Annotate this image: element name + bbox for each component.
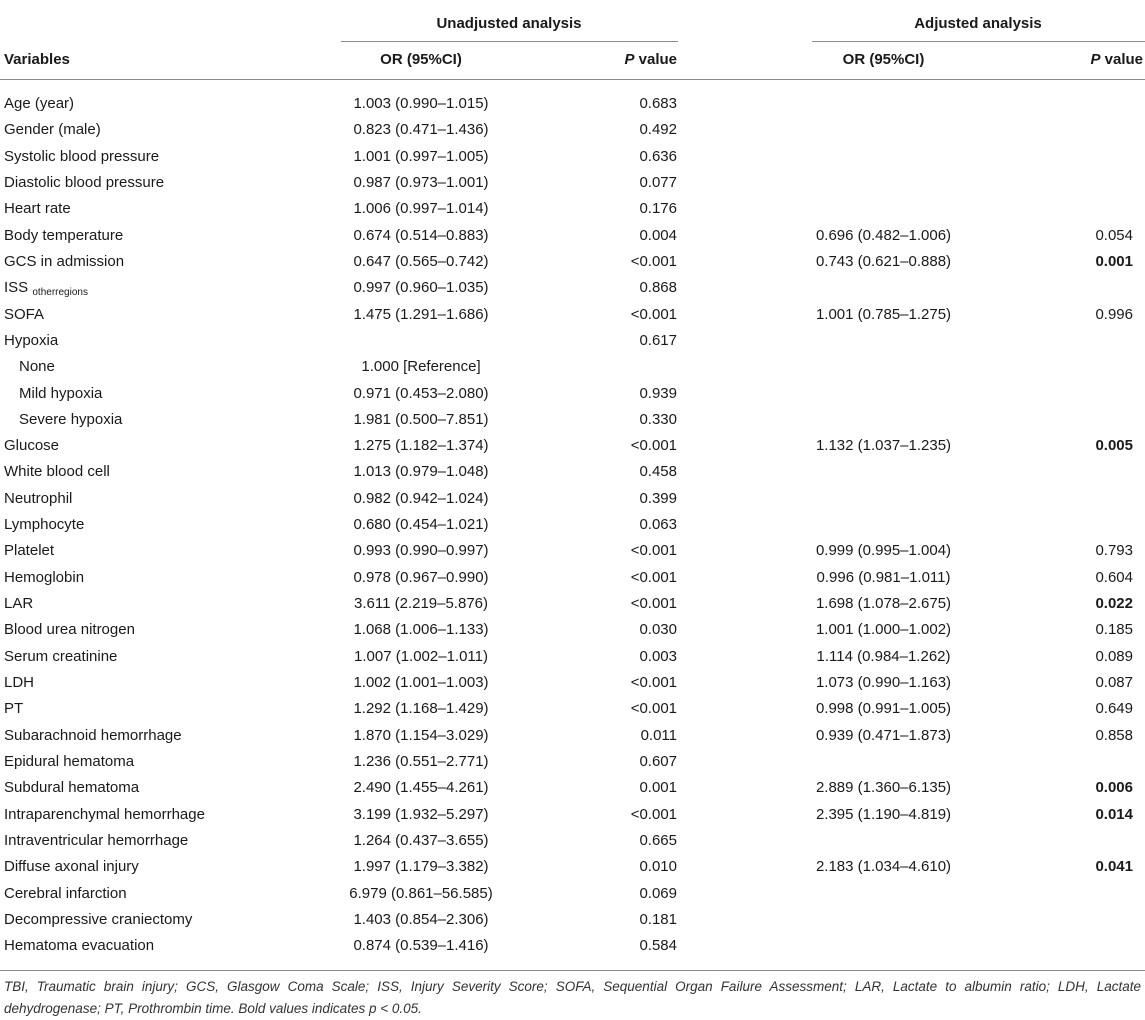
unadjusted-p-cell: <0.001 bbox=[630, 252, 677, 270]
unadjusted-p-cell: <0.001 bbox=[630, 305, 677, 323]
variable-name: Lymphocyte bbox=[4, 516, 85, 534]
variable-name: PT bbox=[4, 700, 24, 718]
table-row bbox=[0, 117, 1145, 143]
adjusted-or-cell: 1.073 (0.990–1.163) bbox=[815, 674, 952, 692]
unadjusted-p-column-header bbox=[624, 51, 677, 69]
table-row bbox=[0, 302, 1145, 328]
unadjusted-or-cell: 0.874 (0.539–1.416) bbox=[353, 937, 489, 955]
unadjusted-or-cell: 6.979 (0.861–56.585) bbox=[349, 884, 493, 902]
table-row bbox=[0, 512, 1145, 538]
variable-cell bbox=[19, 407, 122, 433]
unadjusted-or-cell: 0.823 (0.471–1.436) bbox=[353, 121, 489, 139]
unadjusted-p-cell: 0.617 bbox=[639, 331, 677, 349]
unadjusted-or-cell: 1.275 (1.182–1.374) bbox=[353, 437, 489, 455]
unadjusted-p-cell: 0.492 bbox=[639, 121, 677, 139]
adjusted-or-cell: 1.698 (1.078–2.675) bbox=[815, 595, 952, 613]
variable-cell bbox=[4, 223, 123, 249]
table-row bbox=[0, 407, 1145, 433]
table-row bbox=[0, 538, 1145, 564]
unadjusted-p-cell: <0.001 bbox=[630, 568, 677, 586]
unadjusted-or-cell: 1.007 (1.002–1.011) bbox=[354, 647, 488, 665]
variable-name: Gender (male) bbox=[4, 121, 101, 139]
unadjusted-or-cell: 1.403 (0.854–2.306) bbox=[353, 910, 489, 928]
adjusted-or-cell: 2.183 (1.034–4.610) bbox=[815, 858, 952, 876]
variable-name: Glucose bbox=[4, 437, 60, 455]
table-row bbox=[0, 565, 1145, 591]
unadjusted-or-cell: 0.674 (0.514–0.883) bbox=[353, 226, 489, 244]
unadjusted-p-cell: 0.063 bbox=[639, 516, 677, 534]
unadjusted-or-cell: 1.475 (1.291–1.686) bbox=[353, 305, 489, 323]
adjusted-p-cell: 0.185 bbox=[1095, 621, 1133, 639]
variable-cell bbox=[4, 617, 135, 643]
table-row bbox=[0, 644, 1145, 670]
unadjusted-or-cell: 0.987 (0.973–1.001) bbox=[353, 173, 489, 191]
variable-name: Neutrophil bbox=[4, 489, 73, 507]
adjusted-p-cell: 0.858 bbox=[1095, 726, 1133, 744]
unadjusted-group-header: Unadjusted analysis bbox=[436, 15, 582, 32]
variable-name: Subarachnoid hemorrhage bbox=[4, 726, 182, 744]
table-row bbox=[0, 749, 1145, 775]
variable-name: GCS in admission bbox=[4, 252, 125, 270]
adjusted-or-cell: 2.889 (1.360–6.135) bbox=[815, 779, 952, 797]
unadjusted-p-cell: <0.001 bbox=[630, 595, 677, 613]
table-row bbox=[0, 591, 1145, 617]
unadjusted-or-cell: 1.236 (0.551–2.771) bbox=[353, 753, 489, 770]
unadjusted-p-cell: 0.011 bbox=[640, 726, 677, 744]
unadjusted-or-cell: 1.006 (0.997–1.014) bbox=[353, 200, 489, 218]
table-row bbox=[0, 617, 1145, 643]
adjusted-or-cell: 1.132 (1.037–1.235) bbox=[815, 437, 952, 455]
adjusted-p-cell: 0.014 bbox=[1095, 805, 1133, 823]
variable-cell bbox=[4, 591, 33, 617]
adjusted-p-cell: 0.006 bbox=[1095, 779, 1133, 797]
adjusted-or-cell: 0.939 (0.471–1.873) bbox=[815, 726, 952, 744]
unadjusted-p-cell: 0.868 bbox=[639, 279, 677, 297]
variable-name: Age (year) bbox=[4, 95, 75, 112]
table-row bbox=[0, 249, 1145, 275]
variable-cell bbox=[4, 486, 72, 512]
unadjusted-group-rule bbox=[341, 41, 678, 42]
unadjusted-or-cell: 1.068 (1.006–1.133) bbox=[353, 621, 489, 639]
adjusted-or-cell: 1.001 (1.000–1.002) bbox=[815, 621, 952, 639]
variable-name: Hemoglobin bbox=[4, 568, 85, 586]
variable-name: Systolic blood pressure bbox=[4, 147, 160, 165]
variable-cell bbox=[4, 828, 188, 854]
variable-name: White blood cell bbox=[4, 463, 110, 481]
adjusted-p-cell: 0.649 bbox=[1095, 700, 1133, 718]
adjusted-group-header: Adjusted analysis bbox=[914, 15, 1042, 32]
adjusted-p-cell: 0.996 bbox=[1095, 305, 1133, 323]
variable-cell bbox=[4, 91, 74, 117]
variable-name: Hematoma evacuation bbox=[4, 937, 155, 955]
variable-name: Cerebral infarction bbox=[4, 884, 127, 902]
table-row bbox=[0, 196, 1145, 222]
variable-name: Heart rate bbox=[4, 200, 71, 218]
table-row bbox=[0, 223, 1145, 249]
variable-cell bbox=[4, 723, 182, 749]
unadjusted-or-cell: 3.199 (1.932–5.297) bbox=[353, 805, 489, 823]
variable-cell bbox=[4, 802, 205, 828]
unadjusted-or-cell: 1.000 [Reference] bbox=[361, 358, 481, 376]
table-row bbox=[0, 723, 1145, 749]
adjusted-or-cell: 1.114 (0.984–1.262) bbox=[816, 647, 951, 665]
variable-cell bbox=[4, 459, 110, 485]
unadjusted-p-cell: 0.176 bbox=[639, 200, 677, 218]
variable-cell bbox=[19, 354, 55, 380]
variable-cell bbox=[4, 696, 23, 722]
unadjusted-or-cell: 1.013 (0.979–1.048) bbox=[353, 463, 489, 481]
unadjusted-or-cell: 0.647 (0.565–0.742) bbox=[353, 252, 489, 270]
variable-cell bbox=[4, 196, 71, 222]
variable-name: Mild hypoxia bbox=[19, 384, 103, 402]
unadjusted-or-cell: 1.002 (1.001–1.003) bbox=[353, 674, 489, 692]
variable-name: None bbox=[19, 358, 55, 376]
table-row bbox=[0, 354, 1145, 380]
table-row bbox=[0, 459, 1145, 485]
variable-cell bbox=[4, 565, 84, 591]
table-row bbox=[0, 696, 1145, 722]
variable-cell bbox=[4, 302, 44, 328]
variable-name: LDH bbox=[4, 674, 35, 692]
table-row bbox=[0, 328, 1145, 354]
adjusted-or-cell: 0.743 (0.621–0.888) bbox=[815, 252, 952, 270]
adjusted-or-cell: 0.996 (0.981–1.011) bbox=[816, 568, 951, 586]
unadjusted-or-cell: 3.611 (2.219–5.876) bbox=[354, 595, 488, 613]
unadjusted-p-cell: 0.636 bbox=[639, 147, 677, 165]
unadjusted-p-cell: 0.004 bbox=[639, 226, 677, 244]
table-row bbox=[0, 775, 1145, 801]
unadjusted-or-cell: 0.982 (0.942–1.024) bbox=[353, 489, 489, 507]
unadjusted-p-cell: 0.030 bbox=[639, 621, 677, 639]
unadjusted-or-cell: 0.997 (0.960–1.035) bbox=[353, 279, 489, 297]
variable-name: Body temperature bbox=[4, 226, 124, 244]
variable-cell bbox=[4, 117, 101, 143]
unadjusted-p-cell: 0.683 bbox=[639, 95, 677, 112]
variable-cell bbox=[4, 644, 117, 670]
unadjusted-p-cell: 0.399 bbox=[639, 489, 677, 507]
variable-cell bbox=[4, 512, 84, 538]
variable-name: Decompressive craniectomy bbox=[4, 910, 193, 928]
variable-cell bbox=[4, 670, 34, 696]
unadjusted-p-cell: 0.077 bbox=[639, 173, 677, 191]
variable-subscript: otherregions bbox=[32, 287, 88, 299]
header-rule bbox=[0, 79, 1145, 80]
unadjusted-p-cell: <0.001 bbox=[630, 437, 677, 455]
variable-cell bbox=[4, 538, 54, 564]
variable-name: Intraventricular hemorrhage bbox=[4, 831, 189, 849]
variable-name: Severe hypoxia bbox=[19, 410, 123, 428]
variable-name: Epidural hematoma bbox=[4, 753, 135, 770]
table-row bbox=[0, 91, 1145, 117]
variable-cell bbox=[4, 328, 58, 354]
adjusted-or-column-header: OR (95%CI) bbox=[842, 51, 925, 68]
variable-name: Hypoxia bbox=[4, 331, 59, 349]
adjusted-p-cell: 0.793 bbox=[1095, 542, 1133, 560]
table-row bbox=[0, 433, 1145, 459]
adjusted-or-cell: 0.696 (0.482–1.006) bbox=[815, 226, 952, 244]
unadjusted-p-cell: <0.001 bbox=[630, 542, 677, 560]
variable-cell bbox=[4, 170, 164, 196]
variable-name: Subdural hematoma bbox=[4, 779, 140, 797]
table-row bbox=[0, 670, 1145, 696]
unadjusted-or-cell: 2.490 (1.455–4.261) bbox=[353, 779, 489, 797]
unadjusted-or-cell: 0.993 (0.990–0.997) bbox=[353, 542, 489, 560]
adjusted-p-cell: 0.054 bbox=[1095, 226, 1133, 244]
variable-name: Intraparenchymal hemorrhage bbox=[4, 805, 205, 823]
variable-name: Blood urea nitrogen bbox=[4, 621, 135, 639]
unadjusted-p-cell: 0.458 bbox=[639, 463, 677, 481]
variable-cell bbox=[4, 881, 127, 907]
table-row bbox=[0, 907, 1145, 933]
table-row bbox=[0, 881, 1145, 907]
variable-cell bbox=[4, 249, 124, 275]
table-row bbox=[0, 144, 1145, 170]
unadjusted-p-cell: 0.330 bbox=[639, 410, 677, 428]
variable-name: Diffuse axonal injury bbox=[4, 858, 139, 876]
unadjusted-or-cell: 1.003 (0.990–1.015) bbox=[353, 95, 489, 112]
table-row bbox=[0, 933, 1145, 959]
adjusted-or-cell: 1.001 (0.785–1.275) bbox=[815, 305, 952, 323]
unadjusted-or-cell: 1.981 (0.500–7.851) bbox=[353, 410, 489, 428]
unadjusted-p-cell: 0.001 bbox=[639, 779, 677, 797]
adjusted-p-cell: 0.022 bbox=[1095, 595, 1133, 613]
table-row bbox=[0, 828, 1145, 854]
variable-cell bbox=[4, 775, 139, 801]
adjusted-p-cell: 0.604 bbox=[1095, 568, 1133, 586]
adjusted-p-cell: 0.041 bbox=[1095, 858, 1133, 876]
adjusted-or-cell: 0.998 (0.991–1.005) bbox=[815, 700, 952, 718]
variable-cell bbox=[4, 907, 192, 933]
table-footnote: TBI, Traumatic brain injury; GCS, Glasgow Coma Scale; ISS, Injury Severity Score; SOFA, Sequential Organ Failure Assessment; LAR, Lactate to albumin ratio; LDH, Lactate dehydrogenase; PT, Prothrombin time. Bold values indicates p < 0.05. bbox=[4, 979, 1141, 1016]
adjusted-p-cell: 0.087 bbox=[1095, 674, 1133, 692]
unadjusted-p-cell: 0.939 bbox=[639, 384, 677, 402]
adjusted-or-cell: 2.395 (1.190–4.819) bbox=[815, 805, 952, 823]
unadjusted-or-cell: 1.292 (1.168–1.429) bbox=[353, 700, 489, 718]
unadjusted-or-cell: 1.870 (1.154–3.029) bbox=[353, 726, 489, 744]
adjusted-or-cell: 0.999 (0.995–1.004) bbox=[815, 542, 952, 560]
variable-name: ISS bbox=[4, 279, 33, 297]
variables-column-header: Variables bbox=[4, 51, 70, 68]
variable-cell bbox=[4, 433, 59, 459]
unadjusted-or-cell: 0.680 (0.454–1.021) bbox=[353, 516, 489, 534]
variable-name: Serum creatinine bbox=[4, 647, 118, 665]
table-row bbox=[0, 854, 1145, 880]
unadjusted-or-cell: 1.001 (0.997–1.005) bbox=[353, 147, 489, 165]
table-row bbox=[0, 170, 1145, 196]
unadjusted-p-cell: <0.001 bbox=[630, 674, 677, 692]
unadjusted-p-cell: 0.665 bbox=[639, 831, 677, 849]
unadjusted-p-cell: <0.001 bbox=[630, 700, 677, 718]
variable-cell bbox=[4, 144, 159, 170]
unadjusted-p-cell: 0.069 bbox=[639, 884, 677, 902]
unadjusted-or-column-header: OR (95%CI) bbox=[380, 51, 462, 68]
p-value-label: value bbox=[1100, 51, 1143, 68]
variable-cell bbox=[4, 749, 134, 775]
footer-rule bbox=[0, 970, 1145, 971]
variable-name: SOFA bbox=[4, 305, 45, 323]
unadjusted-or-cell: 0.978 (0.967–0.990) bbox=[353, 568, 489, 586]
variable-cell bbox=[4, 854, 139, 880]
adjusted-p-column-header bbox=[1090, 51, 1143, 69]
adjusted-group-rule bbox=[812, 41, 1145, 42]
unadjusted-p-cell: 0.181 bbox=[639, 910, 677, 928]
variable-cell bbox=[4, 933, 154, 959]
unadjusted-p-cell: 0.584 bbox=[639, 937, 677, 955]
variable-name: Platelet bbox=[4, 542, 55, 560]
unadjusted-or-cell: 0.971 (0.453–2.080) bbox=[353, 384, 489, 402]
unadjusted-p-cell: <0.001 bbox=[630, 805, 677, 823]
table-row bbox=[0, 486, 1145, 512]
unadjusted-p-cell: 0.003 bbox=[639, 647, 677, 665]
unadjusted-or-cell: 1.264 (0.437–3.655) bbox=[353, 831, 489, 849]
unadjusted-p-cell: 0.010 bbox=[639, 858, 677, 876]
adjusted-p-cell: 0.005 bbox=[1095, 437, 1133, 455]
variable-cell bbox=[19, 381, 102, 407]
variable-name: LAR bbox=[4, 595, 34, 613]
unadjusted-p-cell: 0.607 bbox=[639, 753, 677, 770]
adjusted-p-cell: 0.001 bbox=[1095, 252, 1133, 270]
adjusted-p-cell: 0.089 bbox=[1095, 647, 1133, 665]
p-italic: P bbox=[1090, 51, 1101, 68]
p-italic: P bbox=[624, 51, 635, 68]
table-row bbox=[0, 381, 1145, 407]
p-value-label: value bbox=[634, 51, 677, 68]
table-row bbox=[0, 275, 1145, 301]
table-row bbox=[0, 802, 1145, 828]
variable-name: Diastolic blood pressure bbox=[4, 173, 165, 191]
unadjusted-or-cell: 1.997 (1.179–3.382) bbox=[353, 858, 489, 876]
